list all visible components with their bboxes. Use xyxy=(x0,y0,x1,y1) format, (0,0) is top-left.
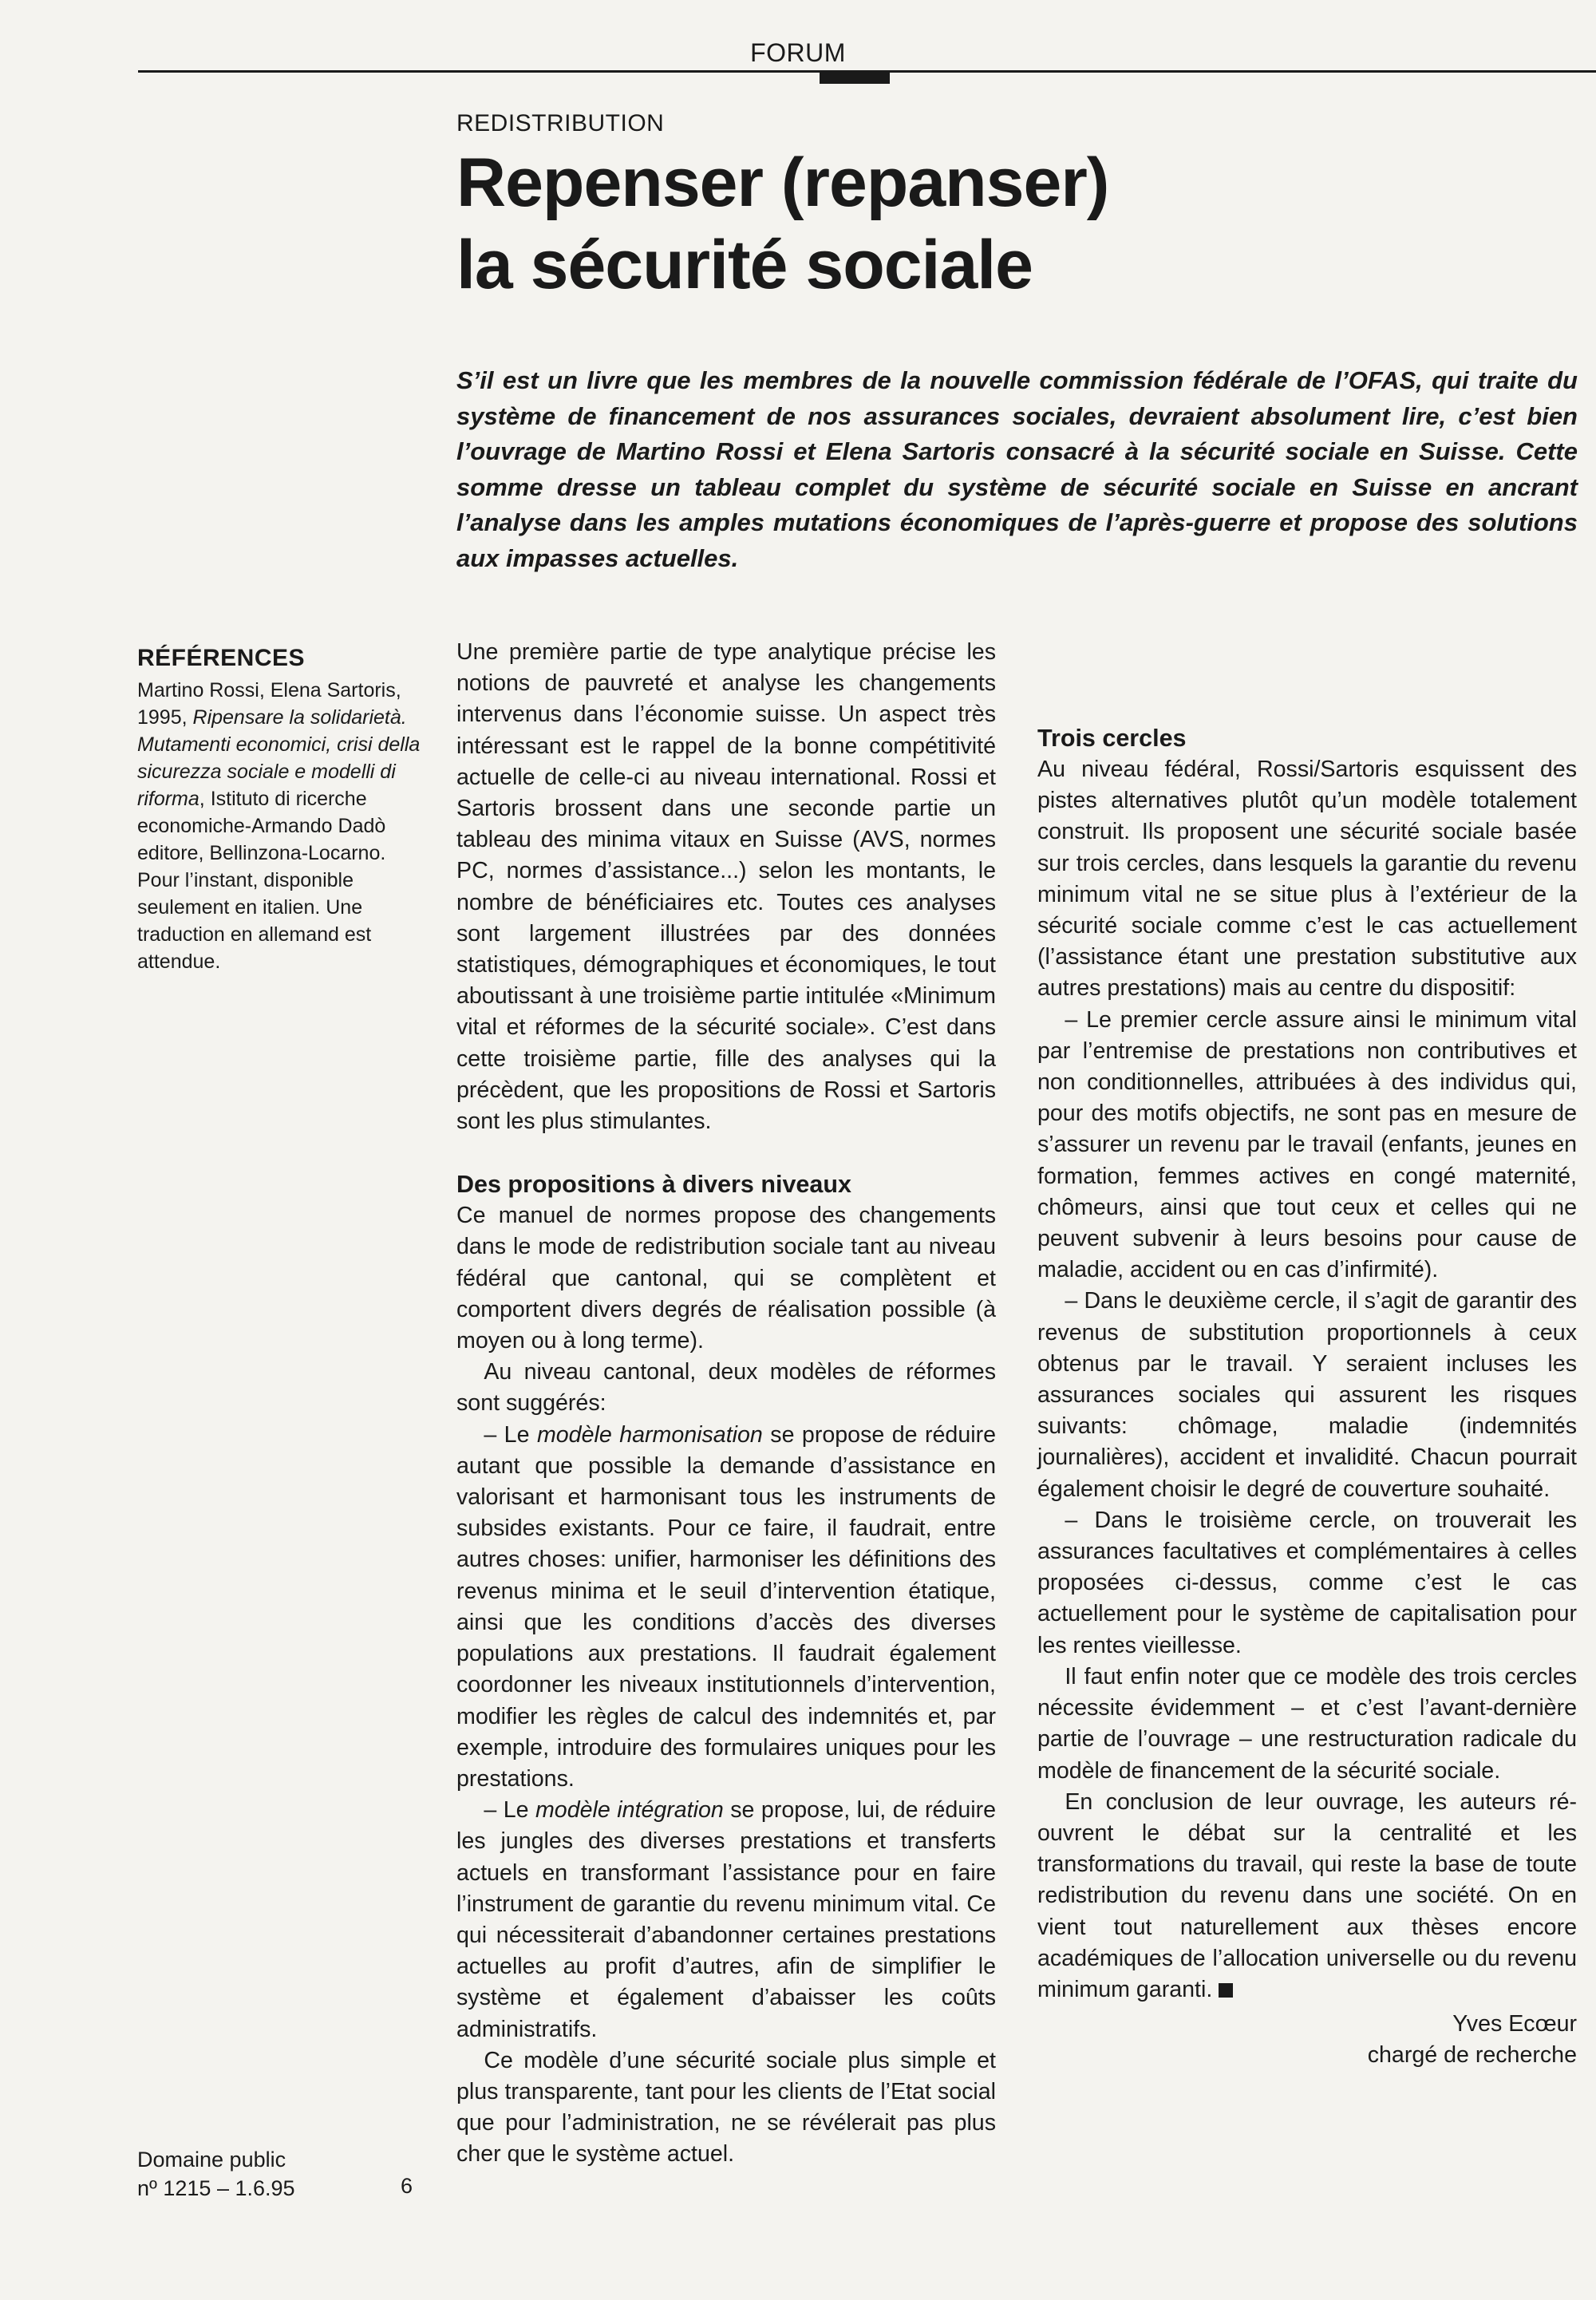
header-marker xyxy=(820,73,890,84)
body-paragraph: Une première partie de type analytique précise les notions de pauvreté et analyse les changements intervenus dans l’économie suisse. Un aspect très intéressant est le rappel de la bonne compétitivité actuelle de celle-ci au niveau international. Rossi et Sartoris brossent dans une seconde partie un tableau des minima vitaux en Suisse (AVS, normes PC, normes d’assistance...) selon les montants, le nombre de bénéficiaires etc. Toutes ces analyses sont largement illustrées par des données statistiques, démographiques et économiques, le tout aboutissant à une troisième partie intitulée «Minimum vital et réformes de la sécurité sociale». C’est dans cette troisième partie, fille des analyses qui la précèdent, que les propositions de Rossi et Sartoris sont les plus stimulantes. xyxy=(456,639,996,1135)
article-kicker: REDISTRIBUTION xyxy=(456,110,665,136)
author-signature xyxy=(1037,2009,1577,2071)
model-name: modèle harmonisation xyxy=(536,1421,763,1448)
article-column-1 xyxy=(456,637,996,2171)
publication-name: Domaine public xyxy=(137,2148,286,2172)
body-paragraph-model-integration xyxy=(456,1795,996,2045)
column-continuation-space xyxy=(1037,637,1577,699)
section-label: FORUM xyxy=(750,38,846,67)
reference-book-title: Ripensare la solidarietà. Mutamenti economici, crisi della sicurezza sociale e modelli di riforma xyxy=(137,706,421,810)
article-column-2 xyxy=(1037,637,1577,2071)
model-description: se propose de réduire autant que possible la demande d’assistance en valorisant et harmonisant tous les instruments de subsides existants. Pour ce faire, il faudrait, entre autres choses: unifier, harmoniser les définitions des revenus minima et le seuil d’intervention étatique, ainsi que les conditions d’accès des diverses populations aux prestations. Il faudrait également coordonner les niveaux institutionnels d’intervention, modifier les règles de calcul des indemnités et, par exemple, introduire des formulaires uniques pour les prestations. xyxy=(456,1421,996,1792)
body-paragraph-model-harmonisation xyxy=(456,1420,996,1795)
body-paragraph: Au niveau cantonal, deux modèles de réformes sont suggérés: xyxy=(456,1359,996,1417)
article-lead: S’il est un livre que les membres de la nouvelle commission fédérale de l’OFAS, qui traite du système de financement de nos assurances sociales, devraient absolument lire, c’est bien l’ouvrage de Martino Rossi et Elena Sartoris consacré à la sécurité sociale en Suisse. Cette somme dresse un tableau complet du système de sécurité sociale en Suisse en ancrant l’analyse dans les amples mutations économiques de l’après-guerre et propose des solutions aux impasses actuelles. xyxy=(456,366,1578,572)
body-paragraph: – Le premier cercle assure ainsi le minimum vital par l’entremise de prestations non contributives et non conditionnelles, attribuées à des individus qui, pour des motifs objectifs, ne sont pas en mesure de s’assurer un revenu par le travail (enfants, jeunes en formation, femmes actives en congé maternité, chômeurs, ainsi que tout ceux et celles qui ne peuvent subvenir à leurs besoins pour cause de maladie, accident ou en cas d’infirmité). xyxy=(1037,1006,1577,1283)
conclusion-text: En conclusion de leur ouvrage, les auteurs ré-ouvrent le débat sur la centralité et les transformations du travail, qui reste la base de toute redistribution du revenu dans une société. On en vient tout naturellement aux thèses encore académiques de l’allocation universelle ou du revenu minimum garanti. xyxy=(1037,1788,1577,2002)
body-paragraph: Ce modèle d’une sécurité sociale plus simple et plus transparente, tant pour les clients de l’Etat social que pour l’administration, ne se révélerait pas plus cher que le système actuel. xyxy=(456,2047,996,2168)
body-paragraph: Ce manuel de normes propose des changements dans le mode de redistribution sociale tant au niveau fédéral que cantonal, qui se complètent et comportent divers degrés de réalisation possible (à moyen ou à long terme). xyxy=(456,1203,996,1354)
issue-info: nº 1215 – 1.6.95 xyxy=(137,2176,295,2200)
body-paragraph: – Dans le deuxième cercle, il s’agit de garantir des revenus de substitution proportionnels à ceux obtenus par le travail. Y seraient incluses les assurances sociales qui assurent les risques suivants: chômage, maladie (indemnités journalières), accident et invalidité. Chacun pourrait également choisir le degré de couverture souhaité. xyxy=(1037,1288,1577,1502)
end-of-article-mark xyxy=(1219,1983,1233,1998)
body-paragraph: – Dans le troisième cercle, on trouverait les assurances facultatives et complémentaires à celles proposées ci-dessus, comme c’est le cas actuellement pour le système de capitalisation pour les rentes vieillesse. xyxy=(1037,1507,1577,1658)
section-heading-trois-cercles: Trois cercles xyxy=(1037,725,1187,752)
body-paragraph: Au niveau fédéral, Rossi/Sartoris esquissent des pistes alternatives plutôt qu’un modèle totalement construit. Ils proposent une sécurité sociale basée sur trois cercles, dans lesquels la garantie du revenu minimum vital ne se situe plus à l’extérieur de la sécurité sociale comme c’est le cas actuellement (l’assistance étant une prestation substitutive aux autres prestations) mais au centre du dispositif: xyxy=(1037,757,1577,1002)
section-heading-propositions: Des propositions à divers niveaux xyxy=(456,1171,851,1199)
page-number: 6 xyxy=(401,2174,413,2198)
reference-authors: Martino Rossi, Elena Sartoris, 1995, xyxy=(137,679,401,729)
model-description: se propose, lui, de réduire les jungles des diverses prestations et transferts actuels en transformant l’assistance pour en faire l’instrument de garantie du revenu minimum vital. Ce qui nécessiterait d’abandonner certaines prestations actuelles au profit d’autres, afin de simplifier le système et également d’abaisser les coûts administratifs. xyxy=(456,1797,996,2042)
references-sidebar xyxy=(137,645,421,975)
publication-footer xyxy=(137,2145,295,2203)
title-line-1: Repenser (repanser) xyxy=(456,144,1109,221)
article-title xyxy=(456,142,1574,306)
dash-text: – Le xyxy=(484,1421,537,1448)
references-heading: RÉFÉRENCES xyxy=(137,645,306,671)
author-role: chargé de recherche xyxy=(1367,2042,1577,2069)
reference-publisher: , Istituto di ricerche economiche-Armando Dadò editore, Bellinzona-Locarno. Pour l’instant, disponible seulement en italien. Une traduction en allemand est attendue. xyxy=(137,788,386,973)
body-paragraph-conclusion xyxy=(1037,1787,1577,2006)
dash-text: – Le xyxy=(484,1797,535,1824)
author-name: Yves Ecœur xyxy=(1452,2011,1577,2037)
reference-entry xyxy=(137,677,421,975)
title-line-2: la sécurité sociale xyxy=(456,227,1033,304)
model-name: modèle intégration xyxy=(535,1797,724,1824)
body-paragraph: Il faut enfin noter que ce modèle des trois cercles nécessite évidemment – et c’est l’avant-dernière partie de l’ouvrage – une restructuration radicale du modèle de financement de la sécurité sociale. xyxy=(1037,1663,1577,1784)
